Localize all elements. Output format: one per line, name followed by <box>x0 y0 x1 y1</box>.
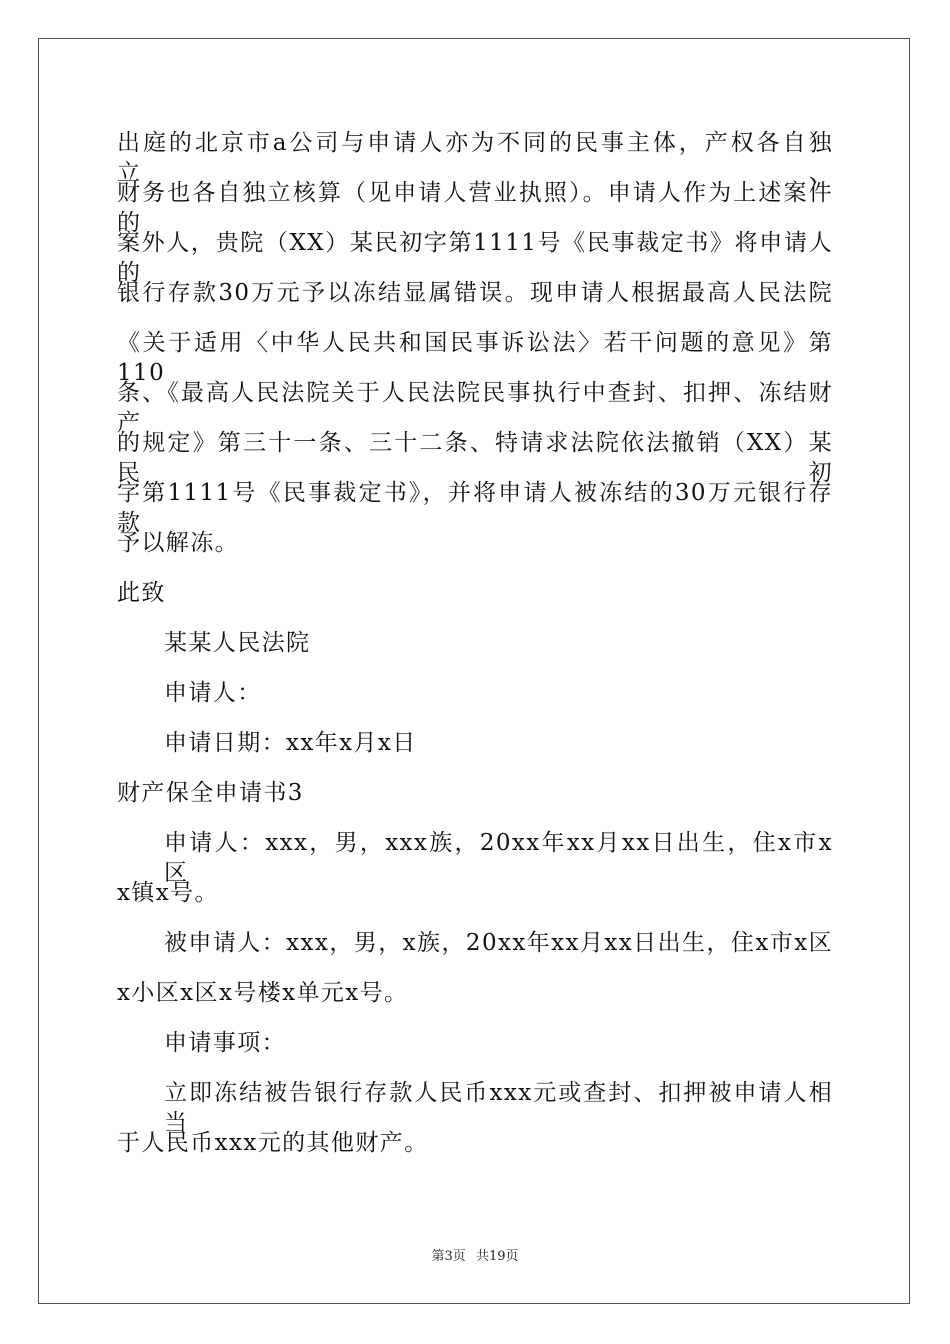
paragraph-line: 《关于适用〈中华人民共和国民事诉讼法〉若干问题的意见》第110 <box>117 330 833 386</box>
page-total: 共19页 <box>475 1249 519 1264</box>
paragraph-line: 被申请人：xxx，男，x族，20xx年xx月xx日出生，住x市x区 <box>164 930 833 956</box>
applicant-signature: 申请人： <box>164 680 262 706</box>
paragraph-line: 立即冻结被告银行存款人民币xxx元或查封、扣押被申请人相当 <box>164 1080 833 1136</box>
page-number: 第3页 <box>431 1249 466 1264</box>
paragraph-line: x小区x区x号楼x单元x号。 <box>117 980 409 1006</box>
paragraph-line: x镇x号。 <box>117 880 219 906</box>
application-date: 申请日期：xx年x月x日 <box>164 730 417 756</box>
paragraph-line: 条、《最高人民法院关于人民法院民事执行中查封、扣押、冻结财产 <box>117 380 833 436</box>
paragraph-line: 的规定》第三十一条、三十二条、特请求法院依法撤销（XX）某民初 <box>117 430 833 486</box>
paragraph-line: 予以解冻。 <box>117 530 239 556</box>
section-heading: 申请事项： <box>164 1030 286 1056</box>
paragraph-line: 字第1111号《民事裁定书》，并将申请人被冻结的30万元银行存款 <box>117 480 833 536</box>
page-footer <box>0 1248 950 1266</box>
salutation: 此致 <box>117 580 166 606</box>
section-title: 财产保全申请书3 <box>117 780 304 806</box>
paragraph-line: 银行存款30万元予以冻结显属错误。现申请人根据最高人民法院 <box>117 280 833 306</box>
paragraph-line: 于人民币xxx元的其他财产。 <box>117 1130 429 1156</box>
addressee: 某某人民法院 <box>164 630 311 656</box>
paragraph-line: 申请人：xxx，男，xxx族，20xx年xx月xx日出生，住x市x区 <box>164 830 833 886</box>
paragraph-line: 财务也各自独立核算（见申请人营业执照）。申请人作为上述案件的 <box>117 180 833 236</box>
paragraph-line: 出庭的北京市a公司与申请人亦为不同的民事主体，产权各自独立、 <box>117 130 833 186</box>
paragraph-line: 案外人，贵院（XX）某民初字第1111号《民事裁定书》将申请人的 <box>117 230 833 286</box>
